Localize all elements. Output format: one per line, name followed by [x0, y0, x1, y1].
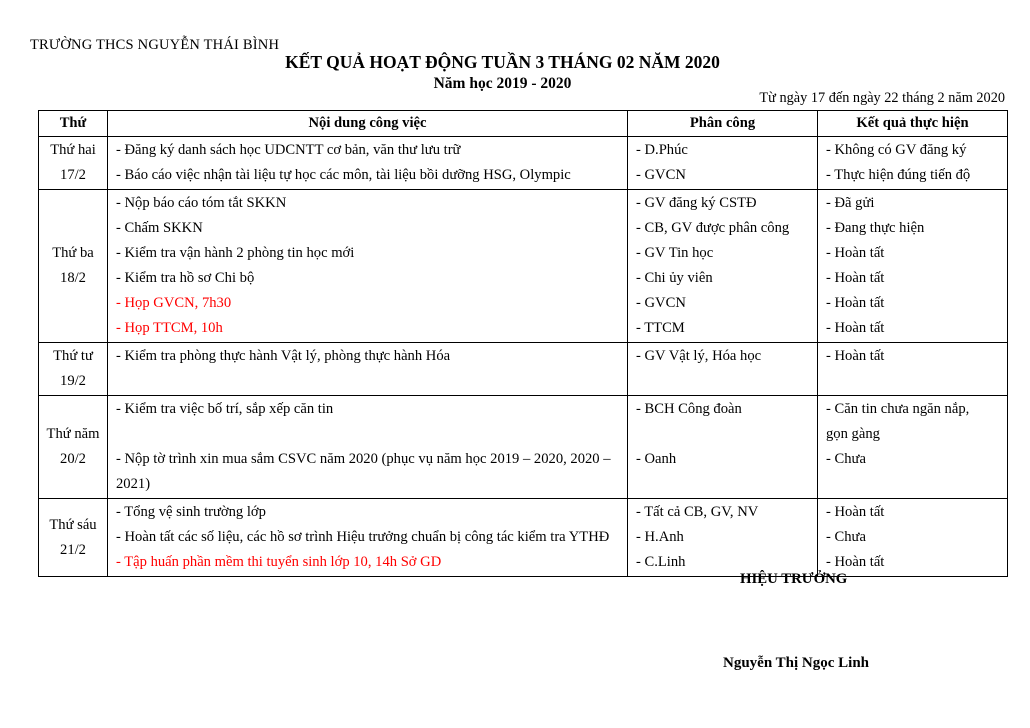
assignee-line: - GV Vật lý, Hóa học	[636, 348, 762, 364]
result-line: - Hoàn tất	[826, 295, 885, 311]
table-header-row	[39, 111, 1007, 136]
result-line: - Căn tin chưa ngăn nắp,	[826, 401, 970, 417]
tasks-cell	[107, 190, 627, 342]
result-line: - Hoàn tất	[826, 348, 885, 364]
tasks-cell	[107, 499, 627, 576]
table-row	[39, 395, 1007, 498]
assignee-line: - Tất cả CB, GV, NV	[636, 504, 759, 520]
task-line: - Họp GVCN, 7h30	[116, 295, 232, 311]
assignee-line	[636, 422, 809, 447]
day-name: Thứ hai	[50, 142, 96, 158]
task-line: - Chấm SKKN	[116, 220, 203, 236]
assignee-line: - H.Anh	[636, 529, 684, 545]
day-name: Thứ sáu	[49, 516, 97, 533]
result-line: - Chưa	[826, 451, 866, 467]
assignee-line: - Chi ủy viên	[636, 270, 713, 286]
task-line: - Tập huấn phần mềm thi tuyển sinh lớp 10, 14h Sở GD	[116, 554, 442, 570]
result-line: - Hoàn tất	[826, 320, 885, 336]
day-cell	[39, 343, 107, 395]
result-line: - Thực hiện đúng tiến độ	[826, 167, 971, 183]
tasks-cell	[107, 137, 627, 189]
result-line: - Hoàn tất	[826, 245, 885, 261]
task-line	[116, 369, 619, 394]
day-date: 18/2	[60, 270, 86, 286]
day-name: Thứ tư	[53, 348, 93, 364]
assignee-line: - BCH Công đoàn	[636, 401, 742, 417]
task-line: - Đăng ký danh sách học UDCNTT cơ bản, văn thư lưu trữ	[116, 142, 461, 158]
assignees-cell	[627, 190, 817, 342]
assignee-line: - CB, GV được phân công	[636, 220, 790, 236]
assignee-line: - GVCN	[636, 295, 686, 311]
day-date: 21/2	[60, 541, 86, 558]
results-cell	[817, 499, 1007, 576]
result-line: gọn gàng	[826, 426, 880, 442]
task-line	[116, 422, 619, 447]
task-line: - Kiểm tra vận hành 2 phòng tin học mới	[116, 245, 355, 261]
result-line: - Không có GV đăng ký	[826, 142, 967, 158]
tasks-cell	[107, 396, 627, 498]
day-name: Thứ ba	[52, 245, 94, 261]
task-line: - Nộp báo cáo tóm tắt SKKN	[116, 195, 287, 211]
school-name: TRƯỜNG THCS NGUYỄN THÁI BÌNH	[30, 37, 280, 53]
assignee-line: - GVCN	[636, 167, 686, 183]
results-cell	[817, 137, 1007, 189]
task-line: - Hoàn tất các số liệu, các hồ sơ trình Hiệu trưởng chuẩn bị công tác kiểm tra YTHĐ	[116, 529, 610, 545]
task-line: 2021)	[116, 476, 151, 492]
weekly-activity-table	[38, 110, 1008, 577]
task-line: - Kiểm tra phòng thực hành Vật lý, phòng thực hành Hóa	[116, 348, 451, 364]
assignee-line: - GV đăng ký CSTĐ	[636, 195, 757, 211]
assignee-line: - GV Tin học	[636, 245, 714, 261]
task-line: - Báo cáo việc nhận tài liệu tự học các môn, tài liệu bồi dưỡng HSG, Olympic	[116, 167, 571, 183]
day-cell	[39, 499, 107, 576]
assignee-line: - D.Phúc	[636, 142, 688, 158]
column-header: Nội dung công việc	[107, 111, 627, 136]
day-date: 17/2	[60, 167, 86, 183]
assignee-line: - TTCM	[636, 320, 685, 336]
assignees-cell	[627, 137, 817, 189]
results-cell	[817, 396, 1007, 498]
column-header: Thứ	[59, 115, 87, 131]
result-line: - Chưa	[826, 529, 866, 545]
table-row	[39, 136, 1007, 189]
signature-title: HIỆU TRƯỞNG	[740, 571, 848, 587]
result-line: - Hoàn tất	[826, 554, 885, 570]
tasks-cell	[107, 343, 627, 395]
task-line: - Họp TTCM, 10h	[116, 320, 223, 336]
table-row	[39, 498, 1007, 576]
table-row	[39, 189, 1007, 342]
result-line: - Hoàn tất	[826, 270, 885, 286]
assignees-cell	[627, 343, 817, 395]
day-date: 20/2	[60, 451, 86, 467]
table-row	[39, 342, 1007, 395]
assignees-cell	[627, 396, 817, 498]
signature-name: Nguyễn Thị Ngọc Linh	[723, 655, 870, 671]
day-cell	[39, 190, 107, 342]
result-line: - Đang thực hiện	[826, 220, 925, 236]
report-title: KẾT QUẢ HOẠT ĐỘNG TUẦN 3 THÁNG 02 NĂM 2020	[285, 52, 720, 72]
task-line: - Kiểm tra hồ sơ Chi bộ	[116, 270, 255, 286]
day-date: 19/2	[60, 373, 86, 389]
school-year: Năm học 2019 - 2020	[433, 75, 572, 92]
assignee-line: - C.Linh	[636, 554, 686, 570]
result-line: - Hoàn tất	[826, 504, 885, 520]
assignees-cell	[627, 499, 817, 576]
day-cell	[39, 396, 107, 498]
task-line: - Kiểm tra việc bố trí, sắp xếp căn tin	[116, 401, 334, 417]
date-range: Từ ngày 17 đến ngày 22 tháng 2 năm 2020	[759, 90, 1005, 106]
task-line: - Tổng vệ sinh trường lớp	[116, 504, 266, 520]
day-name: Thứ năm	[46, 426, 100, 442]
column-header: Phân công	[627, 111, 817, 136]
assignee-line: - Oanh	[636, 451, 677, 467]
results-cell	[817, 190, 1007, 342]
result-line: - Đã gửi	[826, 195, 875, 211]
results-cell	[817, 343, 1007, 395]
day-cell	[39, 137, 107, 189]
column-header: Kết quả thực hiện	[817, 111, 1007, 136]
task-line: - Nộp tờ trình xin mua sắm CSVC năm 2020 (phục vụ năm học 2019 – 2020, 2020 –	[116, 451, 611, 467]
